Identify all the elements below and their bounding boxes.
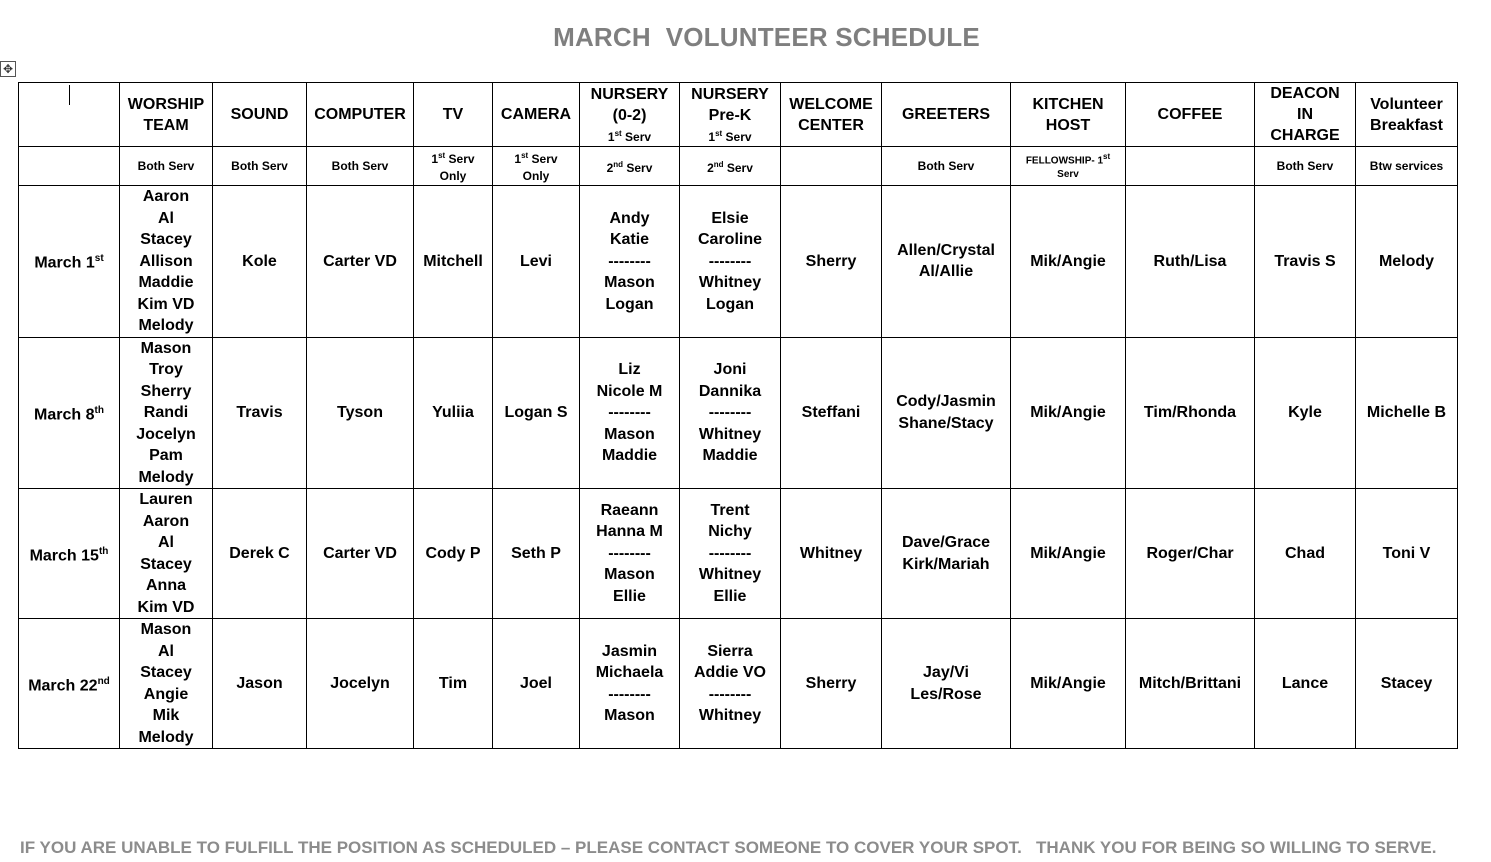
service-row [19,147,1458,186]
text-cursor [69,85,70,105]
kitchen-cell: Mik/Angie [1011,186,1126,338]
footer-note: IF YOU ARE UNABLE TO FULFILL THE POSITION AS SCHEDULED – PLEASE CONTACT SOMEONE TO COVER YOUR SPOT. THANK YOU FOR BEING SO WILLING TO SERVE. [20,838,1437,857]
greeters-cell-line: Allen/Crystal [897,241,995,259]
greeters-cell-line: Cody/Jasmin [896,393,996,411]
worship-cell-line: Stacey [140,664,192,681]
service-cell: FELLOWSHIP- 1st Serv [1011,147,1126,186]
nursery-02-cell-line: Andy [609,209,650,227]
service-cell: Both Serv [120,147,213,186]
worship-cell-line: Al [158,642,174,660]
worship-cell-line: Jocelyn [136,425,196,443]
nursery-02-cell-line: Nicole M [596,382,663,400]
header-kitchen: KITCHEN HOST [1011,83,1126,147]
nursery-prek-cell [680,619,781,749]
greeters-cell-line: Les/Rose [910,685,982,703]
service-cell: Btw services [1356,147,1458,186]
service-cell: 2nd Serv [680,147,781,186]
computer-cell: Carter VD [307,489,414,619]
camera-cell: Levi [493,186,580,338]
worship-cell [120,489,213,619]
kitchen-cell: Mik/Angie [1011,489,1126,619]
sound-cell: Travis [213,337,307,489]
coffee-cell: Ruth/Lisa [1126,186,1255,338]
worship-cell-line: Melody [138,728,194,746]
worship-cell-line: Mason [140,339,192,357]
worship-cell-line: Angie [143,685,189,703]
header-tv: TV [414,83,493,147]
deacon-cell: Chad [1255,489,1356,619]
deacon-cell: Travis S [1255,186,1356,338]
header-welcome: WELCOME CENTER [781,83,882,147]
nursery-02-cell-line: -------- [608,685,651,703]
nursery-02-cell-line: Maddie [601,447,658,464]
date-cell: March 1st [19,186,120,338]
nursery-prek-cell-line: Joni [713,361,747,378]
sound-cell: Derek C [213,489,307,619]
worship-cell-line: Stacey [140,231,192,248]
worship-cell-line: Al [158,209,174,227]
service-cell: Both Serv [1255,147,1356,186]
header-coffee: COFFEE [1126,83,1255,147]
worship-cell-line: Aaron [142,188,190,205]
coffee-cell: Mitch/Brittani [1126,619,1255,749]
sound-cell: Jason [213,619,307,749]
nursery-prek-cell-line: -------- [708,685,752,703]
sound-cell: Kole [213,186,307,338]
header-greeters: GREETERS [882,83,1011,147]
nursery-prek-cell [680,186,781,338]
header-breakfast: Volunteer Breakfast [1356,83,1458,147]
header-row [19,83,1458,147]
breakfast-cell: Michelle B [1356,337,1458,489]
header-camera: CAMERA [493,83,580,147]
worship-cell-line: Mik [152,707,180,724]
greeters-cell-line: Jay/Vi [923,664,969,681]
nursery-02-cell-line: Ellie [613,587,646,605]
computer-cell: Carter VD [307,186,414,338]
worship-cell-line: Kim VD [137,295,195,313]
service-cell: Both Serv [882,147,1011,186]
nursery-prek-cell-line: Whitney [698,425,762,443]
nursery-prek-cell-line: -------- [708,544,752,562]
nursery-prek-cell-line: Elsie [711,209,749,227]
worship-cell-line: Melody [138,317,194,334]
nursery-02-cell-line: -------- [608,252,651,270]
greeters-cell [882,337,1011,489]
header-deacon: DEACON IN CHARGE [1255,83,1356,147]
nursery-prek-cell-line: Addie VO [693,664,766,681]
service-cell: 2nd Serv [580,147,680,186]
table-move-handle-icon[interactable]: ✥ [0,61,16,77]
date-cell: March 8th [19,337,120,489]
header-corner-cell[interactable] [19,83,120,147]
nursery-prek-cell-line: Whitney [698,707,762,724]
nursery-prek-cell-line: Sierra [707,642,753,660]
worship-cell-line: Randi [143,404,189,421]
deacon-cell: Kyle [1255,337,1356,489]
nursery-prek-cell-line: Trent [710,501,750,519]
nursery-02-cell-line: Liz [618,361,641,378]
nursery-02-cell-line: Raeann [600,501,659,519]
table-row [19,489,1458,619]
worship-cell-line: Aaron [142,512,190,530]
service-cell [781,147,882,186]
service-cell: Both Serv [307,147,414,186]
deacon-cell: Lance [1255,619,1356,749]
schedule-table [18,82,1458,749]
nursery-prek-cell-line: Whitney [698,274,762,291]
kitchen-cell: Mik/Angie [1011,337,1126,489]
header-computer: COMPUTER [307,83,414,147]
header-worship: WORSHIP TEAM [120,83,213,147]
worship-cell-line: Pam [149,447,183,464]
header-nursery-prek: NURSERY Pre-K 1st Serv [680,83,781,147]
service-cell [1126,147,1255,186]
greeters-cell-line: Shane/Stacy [898,414,994,432]
worship-cell-line: Al [158,534,174,551]
nursery-02-cell-line: Jasmin [601,642,658,660]
greeters-cell-line: Dave/Grace [901,534,991,551]
nursery-prek-cell-line: -------- [708,252,752,270]
kitchen-cell: Mik/Angie [1011,619,1126,749]
service-cell [19,147,120,186]
page-title: MARCH VOLUNTEER SCHEDULE [553,22,980,52]
nursery-02-cell-line: Mason [604,707,655,724]
greeters-cell [882,619,1011,749]
worship-cell-line: Melody [138,468,194,486]
nursery-prek-cell-line: Dannika [698,382,762,400]
nursery-02-cell-line: -------- [608,404,651,421]
header-nursery-02: NURSERY (0-2) 1st Serv [580,83,680,147]
computer-cell: Tyson [307,337,414,489]
nursery-prek-cell-line: Caroline [697,231,762,248]
nursery-prek-cell-line: Nichy [708,523,752,541]
nursery-prek-cell-line: -------- [708,404,752,421]
coffee-cell: Tim/Rhonda [1126,337,1255,489]
nursery-02-cell [580,186,680,338]
header-sound: SOUND [213,83,307,147]
worship-cell-line: Lauren [139,491,193,508]
nursery-02-cell-line: Mason [604,425,655,443]
nursery-02-cell-line: Michaela [595,664,664,681]
date-cell: March 22nd [19,619,120,749]
greeters-cell [882,186,1011,338]
nursery-02-cell [580,337,680,489]
tv-cell: Yuliia [414,337,493,489]
breakfast-cell: Melody [1356,186,1458,338]
worship-cell [120,619,213,749]
service-cell: Both Serv [213,147,307,186]
breakfast-cell: Toni V [1356,489,1458,619]
nursery-prek-cell-line: Maddie [702,447,758,464]
camera-cell: Joel [493,619,580,749]
worship-cell-line: Allison [139,252,193,270]
nursery-02-cell [580,489,680,619]
welcome-cell: Sherry [781,186,882,338]
table-row [19,186,1458,338]
camera-cell: Seth P [493,489,580,619]
greeters-cell-line: Al/Allie [918,263,974,281]
nursery-02-cell-line: Hanna M [596,523,663,541]
coffee-cell: Roger/Char [1126,489,1255,619]
camera-cell: Logan S [493,337,580,489]
worship-cell [120,337,213,489]
worship-cell-line: Maddie [138,274,194,291]
breakfast-cell: Stacey [1356,619,1458,749]
nursery-02-cell-line: Mason [604,274,655,291]
tv-cell: Mitchell [414,186,493,338]
nursery-prek-cell [680,489,781,619]
worship-cell-line: Mason [140,621,192,638]
nursery-02-cell-line: Katie [609,231,650,248]
nursery-02-cell-line: Logan [605,295,654,313]
worship-cell [120,186,213,338]
greeters-cell-line: Kirk/Mariah [902,555,990,573]
nursery-02-cell-line: Mason [604,566,655,584]
date-cell: March 15th [19,489,120,619]
table-row [19,337,1458,489]
computer-cell: Jocelyn [307,619,414,749]
service-cell: 1st Serv Only [414,147,493,186]
worship-cell-line: Troy [149,361,183,378]
tv-cell: Cody P [414,489,493,619]
nursery-prek-cell-line: Ellie [713,587,747,605]
service-cell: 1st Serv Only [493,147,580,186]
nursery-prek-cell-line: Whitney [698,566,762,584]
nursery-prek-cell [680,337,781,489]
worship-cell-line: Anna [146,577,186,594]
tv-cell: Tim [414,619,493,749]
greeters-cell [882,489,1011,619]
worship-cell-line: Sherry [140,382,192,400]
welcome-cell: Sherry [781,619,882,749]
worship-cell-line: Stacey [140,555,192,573]
table-row [19,619,1458,749]
welcome-cell: Whitney [781,489,882,619]
nursery-02-cell [580,619,680,749]
nursery-02-cell-line: -------- [608,544,651,562]
welcome-cell: Steffani [781,337,882,489]
nursery-prek-cell-line: Logan [706,295,754,313]
worship-cell-line: Kim VD [137,598,195,616]
